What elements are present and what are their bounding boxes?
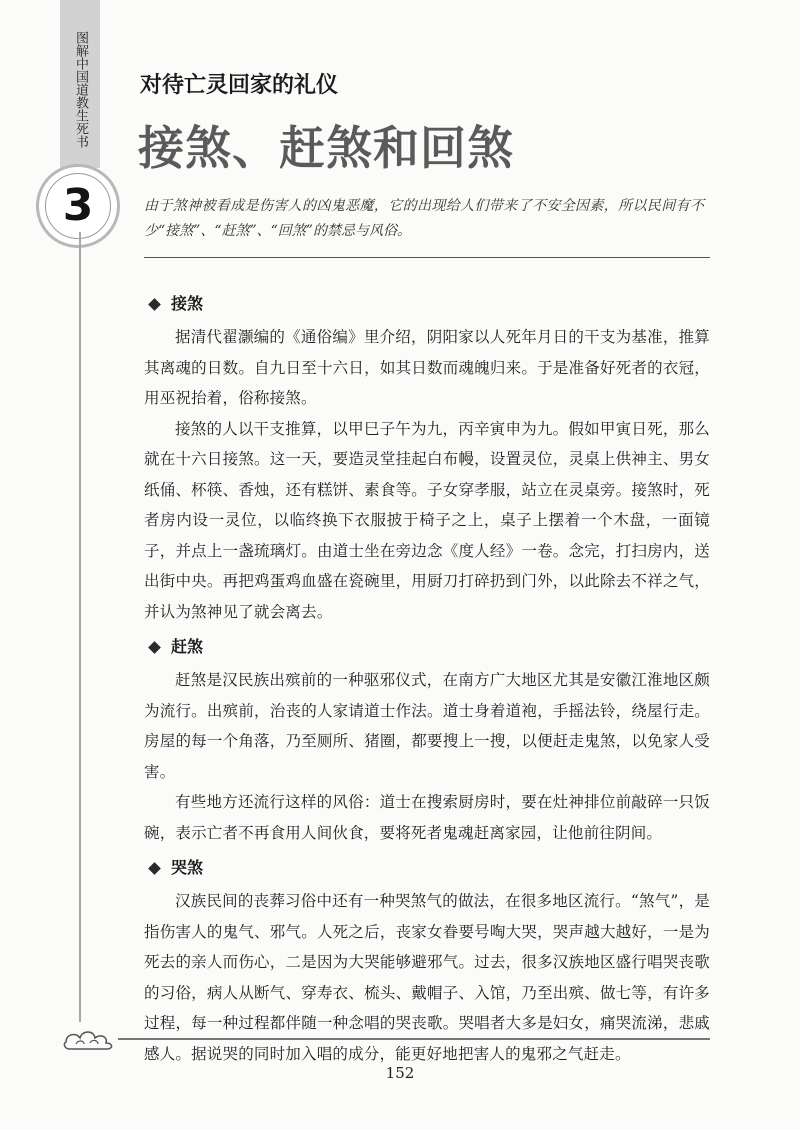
page-supertitle: 对待亡灵回家的礼仪 [140,73,339,98]
diamond-bullet-icon [148,862,161,875]
section-heading-text: 接煞 [171,294,204,313]
paragraph: 赶煞是汉民族出殡前的一种驱邪仪式，在南方广大地区尤其是安徽江淮地区颇为流行。出殡前，治丧的人家请道士作法。道士身着道袍，手摇法铃，绕屋行走。房屋的每一个角落，乃至厕所、猪圈，都要搜上一搜，以便赶走鬼煞，以免家人受害。 [144,671,710,781]
paragraph: 接煞的人以干支推算，以甲巳子午为九，丙辛寅申为九。假如甲寅日死，那么就在十六日接煞。这一天，要造灵堂挂起白布幔，设置灵位，灵桌上供神主、男女纸俑、杯筷、香烛，还有糕饼、素食等。子女穿孝服，站立在灵桌旁。接煞时，死者房内设一灵位，以临终换下衣服披于椅子之上，桌子上摆着一个木盘，一面镜子，并点上一盏琉璃灯。由道士坐在旁边念《度人经》一卷。念完，打扫房内，送出街中央。再把鸡蛋鸡血盛在瓷碗里，用厨刀打碎扔到门外，以此除去不祥之气，并认为煞神见了就会离去。 [144,419,710,621]
section-heading-text: 赶煞 [171,637,204,656]
chapter-badge [36,164,120,248]
paragraph: 据清代翟灏编的《通俗编》里介绍，阴阳家以人死年月日的干支为基准，推算其离魂的日数。自九日至十六日，如其日数而魂魄归来。于是准备好死者的衣冠，用巫祝抬着，俗称接煞。 [144,328,710,407]
diamond-bullet-icon [148,641,161,654]
cloud-ornament-icon [62,1024,116,1052]
article-body [144,284,710,1069]
page-title: 接煞、赶煞和回煞 [138,121,514,175]
footer-divider [118,1038,710,1040]
paragraph: 有些地方还流行这样的风俗：道士在搜索厨房时，要在灶神排位前敲碎一只饭碗，表示亡者不再食用人间伙食，要将死者鬼魂赶离家园，让他前往阴间。 [144,793,710,842]
section-heading-kusha [144,856,710,880]
chapter-number: 3 [45,173,111,239]
section-heading-text: 哭煞 [171,858,204,877]
side-margin-line [79,232,81,1022]
intro-divider [144,257,710,258]
page-number: 152 [385,1064,415,1082]
intro-text: 由于煞神被看成是伤害人的凶鬼恶魔，它的出现给人们带来了不安全因素，所以民间有不少“接煞”、“赶煞”、“回煞”的禁忌与风俗。 [144,198,704,239]
side-tab-text: 图解中国道教生死书 [73,30,88,148]
diamond-bullet-icon [148,298,161,311]
side-tab [60,0,100,168]
section-heading-gansha [144,635,710,659]
paragraph: 汉族民间的丧葬习俗中还有一种哭煞气的做法，在很多地区流行。“煞气”，是指伤害人的鬼气、邪气。人死之后，丧家女眷要号啕大哭，哭声越大越好，一是为死去的亲人而伤心，二是因为大哭能够避邪气。过去，很多汉族地区盛行唱哭丧歌的习俗，病人从断气、穿寿衣、梳头、戴帽子、入馆，乃至出殡、做七等，有许多过程，每一种过程都伴随一种念唱的哭丧歌。哭唱者大多是妇女，痛哭流涕，悲戚感人。据说哭的同时加入唱的成分，能更好地把害人的鬼邪之气赶走。 [144,892,710,1063]
section-heading-jiesha [144,292,710,316]
